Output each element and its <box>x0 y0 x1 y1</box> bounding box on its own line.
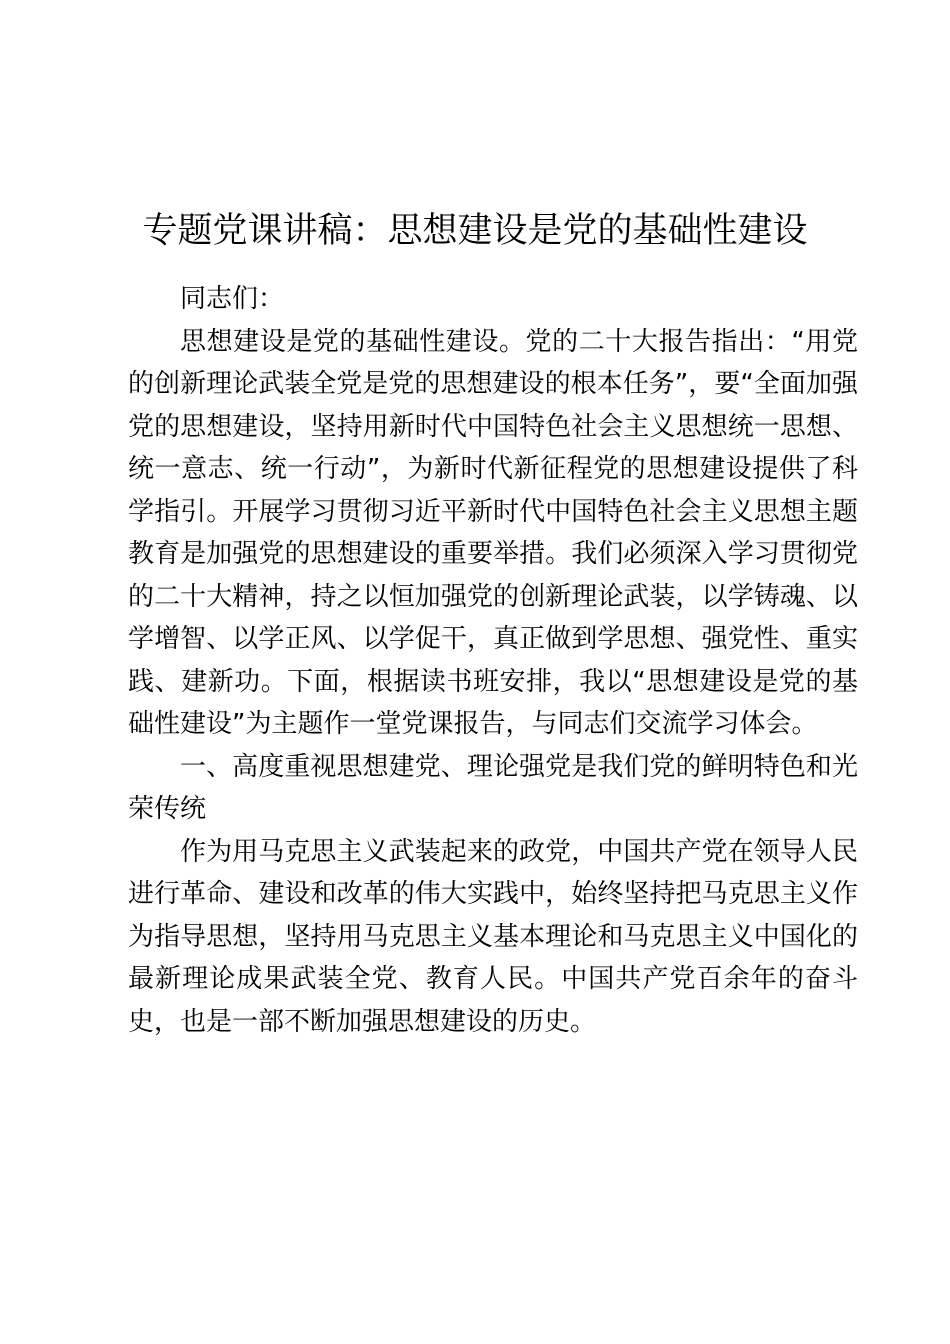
document-title: 专题党课讲稿：思想建设是党的基础性建设 <box>142 211 808 251</box>
intro-paragraph: 思想建设是党的基础性建设。党的二十大报告指出：“用党的创新理论武装全党是党的思想建设的根本任务”，要“全面加强党的思想建设，坚持用新时代中国特色社会主义思想统一思想、统一意志、统一行动”，为新时代新征程党的思想建设提供了科学指引。开展学习贯彻习近平新时代中国特色社会主义思想主题教育是加强党的思想建设的重要举措。我们必须深入学习贯彻党的二十大精神，持之以恒加强党的创新理论武装，以学铸魂、以学增智、以学正风、以学促干，真正做到学思想、强党性、重实践、建新功。下面，根据读书班安排，我以“思想建设是党的基础性建设”为主题作一堂党课报告，与同志们交流学习体会。 <box>128 326 858 739</box>
section-heading: 一、高度重视思想建党、理论强党是我们党的鲜明特色和光荣传统 <box>128 751 858 824</box>
section-paragraph: 作为用马克思主义武装起来的政党，中国共产党在领导人民进行革命、建设和改革的伟大实践中，始终坚持把马克思主义作为指导思想，坚持用马克思主义基本理论和马克思主义中国化的最新理论成果武装全党、教育人民。中国共产党百余年的奋斗史，也是一部不断加强思想建设的历史。 <box>128 836 858 1037</box>
salutation-paragraph: 同志们： <box>180 284 285 314</box>
document-body <box>128 278 858 1043</box>
